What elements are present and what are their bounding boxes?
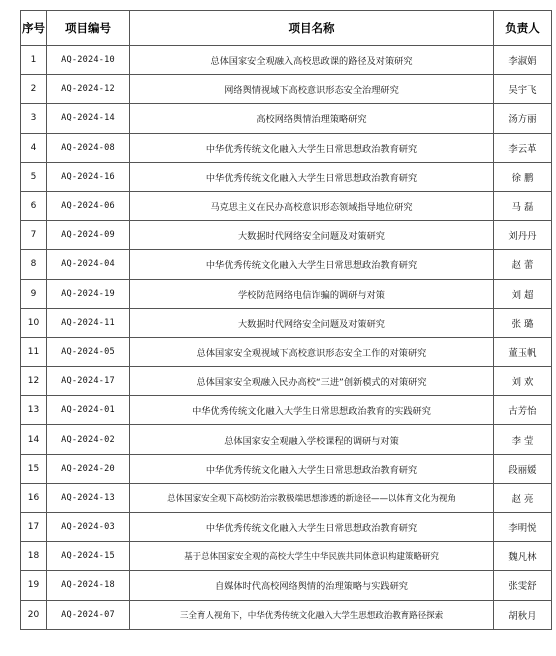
row-project-code: AQ-2024-10 [47,46,130,75]
header-owner: 负责人 [494,11,552,46]
row-project-name: 高校网络舆情治理策略研究 [130,104,494,133]
row-project-name: 大数据时代网络安全问题及对策研究 [130,308,494,337]
row-project-code: AQ-2024-02 [47,425,130,454]
row-owner: 张 璐 [494,308,552,337]
row-index: 10 [21,308,47,337]
row-project-code: AQ-2024-01 [47,396,130,425]
row-owner: 赵 蕾 [494,250,552,279]
row-project-name: 中华优秀传统文化融入大学生日常思想政治教育研究 [130,454,494,483]
row-owner: 李云革 [494,133,552,162]
row-project-code: AQ-2024-20 [47,454,130,483]
row-project-name: 总体国家安全观融入高校思政课的路径及对策研究 [130,46,494,75]
table-row [21,337,552,366]
row-project-name: 自媒体时代高校网络舆情的治理策略与实践研究 [130,571,494,600]
row-project-code: AQ-2024-12 [47,75,130,104]
row-project-name: 中华优秀传统文化融入大学生日常思想政治教育研究 [130,162,494,191]
row-owner: 李明悦 [494,513,552,542]
row-project-code: AQ-2024-15 [47,542,130,571]
row-owner: 吴宇飞 [494,75,552,104]
row-project-name: 三全育人视角下，中华优秀传统文化融入大学生思想政治教育路径探索 [130,600,494,629]
project-table [20,10,552,630]
table-header-row [21,11,552,46]
row-project-code: AQ-2024-07 [47,600,130,629]
row-index: 17 [21,513,47,542]
table-row [21,308,552,337]
row-project-code: AQ-2024-13 [47,483,130,512]
row-owner: 刘 超 [494,279,552,308]
row-project-name: 中华优秀传统文化融入大学生日常思想政治教育研究 [130,513,494,542]
row-project-name: 基于总体国家安全观的高校大学生中华民族共同体意识构建策略研究 [130,542,494,571]
table-row [21,279,552,308]
row-owner: 李 莹 [494,425,552,454]
row-index: 6 [21,191,47,220]
row-project-name: 总体国家安全观下高校防治宗教极端思想渗透的新途径——以体育文化为视角 [130,483,494,512]
row-project-name: 网络舆情视域下高校意识形态安全治理研究 [130,75,494,104]
header-code: 项目编号 [47,11,130,46]
row-owner: 胡秋月 [494,600,552,629]
row-project-code: AQ-2024-08 [47,133,130,162]
table-row [21,396,552,425]
row-project-code: AQ-2024-14 [47,104,130,133]
row-project-code: AQ-2024-11 [47,308,130,337]
row-owner: 马 磊 [494,191,552,220]
header-name: 项目名称 [130,11,494,46]
row-project-name: 中华优秀传统文化融入大学生日常思想政治教育研究 [130,250,494,279]
row-owner: 段丽媛 [494,454,552,483]
row-owner: 古芳怡 [494,396,552,425]
row-project-name: 中华优秀传统文化融入大学生日常思想政治教育的实践研究 [130,396,494,425]
row-owner: 徐 鹏 [494,162,552,191]
table-row [21,46,552,75]
row-owner: 刘 欢 [494,367,552,396]
table-body [21,46,552,630]
row-project-code: AQ-2024-05 [47,337,130,366]
row-owner: 刘丹丹 [494,221,552,250]
row-project-code: AQ-2024-19 [47,279,130,308]
row-project-name: 总体国家安全观视域下高校意识形态安全工作的对策研究 [130,337,494,366]
row-project-name: 学校防范网络电信诈骗的调研与对策 [130,279,494,308]
table-row [21,133,552,162]
row-project-name: 大数据时代网络安全问题及对策研究 [130,221,494,250]
row-project-code: AQ-2024-17 [47,367,130,396]
row-index: 1 [21,46,47,75]
row-owner: 魏凡林 [494,542,552,571]
table-row [21,221,552,250]
row-project-name: 总体国家安全观融入民办高校“三进”创新模式的对策研究 [130,367,494,396]
table-row [21,513,552,542]
row-index: 11 [21,337,47,366]
table-row [21,162,552,191]
row-owner: 汤方丽 [494,104,552,133]
row-owner: 张雯舒 [494,571,552,600]
row-index: 14 [21,425,47,454]
table-row [21,104,552,133]
row-index: 7 [21,221,47,250]
row-project-code: AQ-2024-03 [47,513,130,542]
row-index: 4 [21,133,47,162]
table-row [21,454,552,483]
row-index: 20 [21,600,47,629]
row-index: 2 [21,75,47,104]
row-index: 13 [21,396,47,425]
row-project-code: AQ-2024-16 [47,162,130,191]
row-index: 18 [21,542,47,571]
row-index: 16 [21,483,47,512]
row-index: 9 [21,279,47,308]
row-index: 15 [21,454,47,483]
table-row [21,600,552,629]
row-index: 3 [21,104,47,133]
table-row [21,542,552,571]
row-project-code: AQ-2024-18 [47,571,130,600]
row-project-name: 中华优秀传统文化融入大学生日常思想政治教育研究 [130,133,494,162]
row-owner: 李淑娟 [494,46,552,75]
row-owner: 董玉帆 [494,337,552,366]
row-index: 5 [21,162,47,191]
table-row [21,191,552,220]
row-owner: 赵 亮 [494,483,552,512]
header-index: 序号 [21,11,47,46]
table-row [21,425,552,454]
row-project-name: 马克思主义在民办高校意识形态领域指导地位研究 [130,191,494,220]
row-index: 19 [21,571,47,600]
table-row [21,571,552,600]
row-project-code: AQ-2024-06 [47,191,130,220]
table-row [21,250,552,279]
table-row [21,75,552,104]
row-project-name: 总体国家安全观融入学校课程的调研与对策 [130,425,494,454]
row-project-code: AQ-2024-04 [47,250,130,279]
project-list-sheet [20,10,551,630]
row-index: 8 [21,250,47,279]
row-index: 12 [21,367,47,396]
row-project-code: AQ-2024-09 [47,221,130,250]
table-row [21,367,552,396]
table-row [21,483,552,512]
